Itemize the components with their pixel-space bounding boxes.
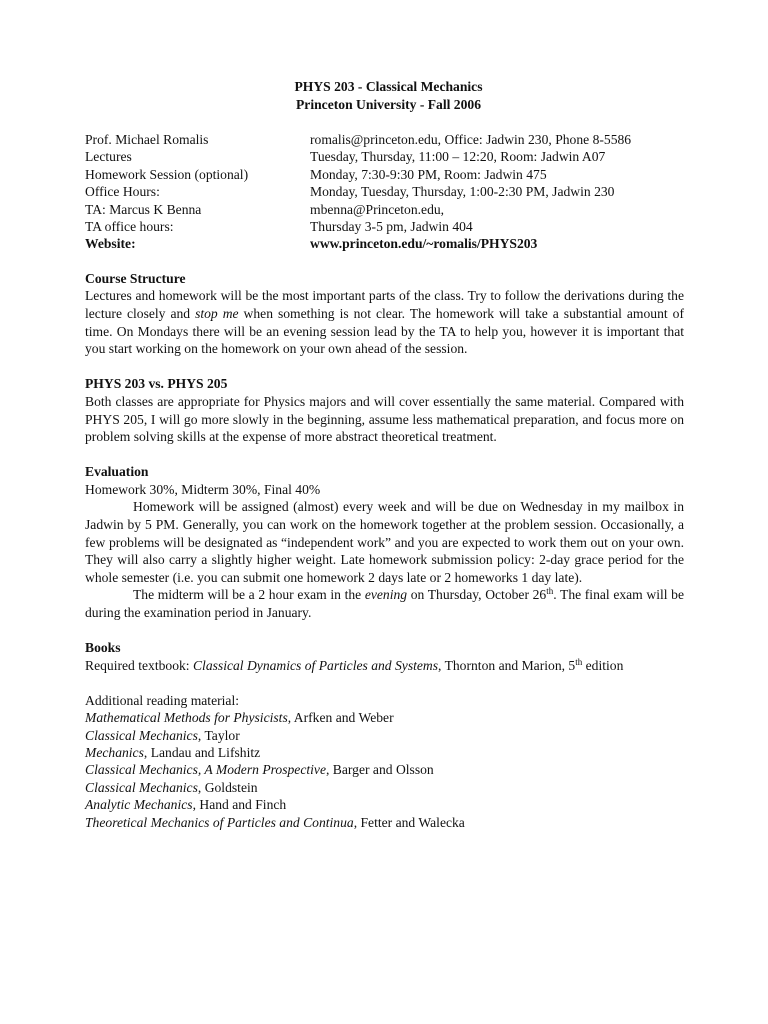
course-title: PHYS 203 - Classical Mechanics [294, 79, 483, 94]
course-info-table [85, 131, 684, 253]
info-row-instructor [85, 131, 684, 148]
info-label: Prof. Michael Romalis [85, 132, 209, 147]
info-label: Office Hours: [85, 184, 160, 200]
grade-weights: Homework 30%, Midterm 30%, Final 40% [85, 481, 321, 497]
comparison-text: Both classes are appropriate for Physics majors and will cover essentially the same material. Compared with PHYS 205, I will go more slowly in the beginning, assume less mathematical preparation, and focus more on problem solving skills at the expense of more abstract theoretical treatment. [85, 393, 684, 445]
document-header [93, 78, 684, 114]
info-value: mbenna@Princeton.edu, [310, 201, 445, 217]
section-heading: Course Structure [85, 270, 186, 286]
section-heading: PHYS 203 vs. PHYS 205 [85, 376, 228, 392]
evaluation-section [85, 463, 684, 621]
info-label: Website: [85, 236, 136, 252]
course-structure-text: Lectures and homework will be the most important parts of the class. Try to follow the derivations during the lecture closely and stop me when something is not clear. The homework will take a substantial amount of time. On Mondays there will be an evening session lead by the TA to help you, however it is important that you start working on the homework on your own ahead of the session. [85, 288, 684, 357]
info-label: TA office hours: [85, 219, 174, 235]
exam-info: The midterm will be a 2 hour exam in the evening on Thursday, October 26th. The final exam will be during the examination period in January. [85, 586, 684, 620]
list-item: Classical Mechanics, Taylor [85, 727, 240, 743]
list-item: Classical Mechanics, Goldstein [85, 779, 258, 795]
homework-policy: Homework will be assigned (almost) every week and will be due on Wednesday in my mailbox in Jadwin by 5 PM. Generally, you can work on the homework together at the problem session. Occasionally, a few problems will be designated as “independent work” and you are expected to work them out on your own. They will also carry a slightly higher weight. Late homework submission policy: 2-day grace period for the whole semester (i.e. you can submit one homework 2 days late or 2 homeworks 1 day late). [85, 499, 684, 585]
list-item: Theoretical Mechanics of Particles and Continua, Fetter and Walecka [85, 814, 465, 830]
list-item: Analytic Mechanics, Hand and Finch [85, 797, 287, 813]
list-item: Classical Mechanics, A Modern Prospective, Barger and Olsson [85, 762, 434, 778]
additional-reading-heading: Additional reading material: [85, 692, 240, 708]
required-textbook: Required textbook: Classical Dynamics of Particles and Systems, Thornton and Marion, 5th edition [85, 656, 624, 673]
course-structure-section [85, 270, 684, 358]
info-row-ta-office-hours [85, 218, 684, 235]
info-label: Lectures [85, 149, 132, 165]
info-value: romalis@princeton.edu, Office: Jadwin 230, Phone 8-5586 [310, 132, 632, 147]
info-value: Monday, 7:30-9:30 PM, Room: Jadwin 475 [310, 166, 547, 182]
info-value: Thursday 3-5 pm, Jadwin 404 [310, 219, 473, 235]
info-row-website [85, 235, 684, 252]
university-line: Princeton University - Fall 2006 [296, 97, 481, 112]
comparison-section [85, 375, 684, 445]
info-row-office-hours [85, 183, 684, 200]
info-row-lectures [85, 148, 684, 165]
section-heading: Books [85, 640, 121, 656]
section-heading: Evaluation [85, 464, 149, 480]
books-section [85, 639, 684, 674]
info-row-ta [85, 201, 684, 218]
info-row-homework-session [85, 166, 684, 183]
info-value: Tuesday, Thursday, 11:00 – 12:20, Room: Jadwin A07 [310, 149, 606, 165]
info-value: Monday, Tuesday, Thursday, 1:00-2:30 PM, Jadwin 230 [310, 184, 615, 200]
list-item: Mechanics, Landau and Lifshitz [85, 744, 261, 760]
list-item: Mathematical Methods for Physicists, Arfken and Weber [85, 710, 394, 726]
info-label: TA: Marcus K Benna [85, 201, 202, 217]
info-label: Homework Session (optional) [85, 166, 249, 182]
website-url: www.princeton.edu/~romalis/PHYS203 [310, 236, 538, 252]
additional-reading [85, 692, 684, 831]
